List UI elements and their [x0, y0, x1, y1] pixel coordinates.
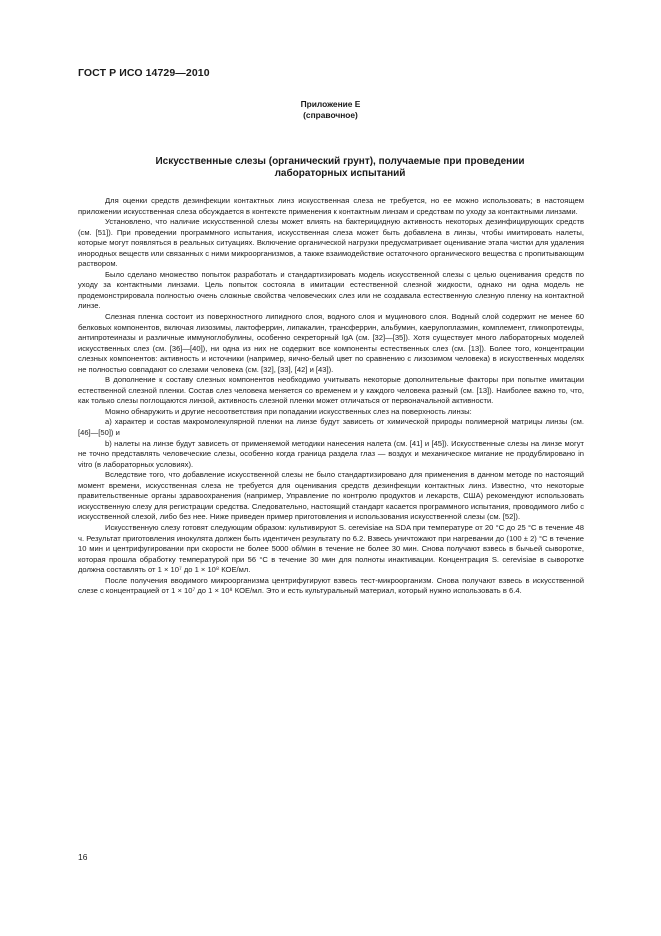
- paragraph-1: Для оценки средств дезинфекции контактных линз искусственная слеза не требуется, но ее можно использовать; в настоящем приложении искусственная слеза обсуждается в контексте применения к контактным линзам и средствам по уходу за контактными линзами.: [78, 196, 584, 216]
- annex-heading: [0, 99, 661, 121]
- paragraph-9: После получения вводимого микроорганизма центрифугируют взвесь тест-микроорганизм. Снова получают взвесь в искусственной слезе с концентрацией от 1 × 10⁷ до 1 × 10⁸ КОЕ/мл. Это и есть культуральный материал, который нужно использовать в 6.4.: [78, 575, 584, 596]
- body-text: [78, 196, 584, 597]
- annex-label: Приложение Е: [300, 99, 361, 109]
- page-number: 16: [78, 852, 88, 862]
- paragraph-8: Искусственную слезу готовят следующим образом: культивируют S. cerevisiae на SDA при температуре от 20 °С до 25 °С в течение 48 ч. Результат приготовления инокулята должен быть идентичен результату по 6.2. Взвесь уничтожают при нагревании до (100 ± 2) °С в течение 10 мин и центрифугировании при скорости не более 5000 об/мин в течение не более 30 мин. Снова получают взвесь в бычьей сыворотке, которая прошла обработку температурой при 56 °С в течение 30 мин для полноты инактивации. Концентрация S. cerevisiae в сыворотке должна составлять от 1 × 10⁷ до 1 × 10⁸ КОЕ/мл.: [78, 522, 584, 575]
- document-header: ГОСТ Р ИСО 14729—2010: [78, 67, 210, 79]
- list-item-b: b) налеты на линзе будут зависеть от применяемой методики нанесения налета (см. [41] и [45]). Искусственные слезы на линзе могут не точно представлять человеческие слезы, особенно когда граница раздела глаз — воздух и механическое мигание не продублировано in vitro (в лабораторных условиях).: [78, 438, 584, 469]
- paragraph-7: Вследствие того, что добавление искусственной слезы не было стандартизировано для применения в данном методе по настоящий момент времени, искусственная слеза не требуется для оценивания средств дезинфекции контактных линз. Известно, что некоторые правительственные органы здравоохранения (например, Управление по контролю продуктов и лекарств, США) рекомендуют использовать искусственную слезу для регистрации средства. Следовательно, настоящий стандарт касается программного испытания, проводимого либо с искусственной слезой, либо без нее. Ниже приведен пример приготовления и использования искусственной слезы (см. [52]).: [78, 470, 584, 522]
- paragraph-4: Слезная пленка состоит из поверхностного липидного слоя, водного слоя и муцинового слоя. Водный слой содержит не менее 60 белковых компонентов, включая лизозимы, лактоферрин, липакалин, трансферрин, альбумин, каерулоплазмин, комплемент, гликопротеиды, антипротеиназы и различные иммуноглобулины, особенно секреторный IgA (см. [32]—[35]). Хотя существует много лабораторных моделей искусственных слез (см. [36]—[40]), ни одна из них не содержит все компоненты естественных слез (см. [13]). Более того, концентрации слезных компонентов: активность и источники (например, яично-белый цвет по сравнению с лизозимом человека) в искусственных моделях не полностью совпадают со слезами человека (см. [32], [33], [42] и [43]).: [78, 312, 584, 374]
- section-title-line-1: Искусственные слезы (органический грунт), получаемые при проведении: [155, 156, 525, 167]
- paragraph-5: В дополнение к составу слезных компонентов необходимо учитывать некоторые дополнительные факторы при попытке имитации естественной слезной пленки. Состав слез человека меняется со временем и у каждого человека разный (см. [13]). Наиболее важно то, что, как только слезы поглощаются линзой, активность слезной пленки может отличаться от первоначальной активности.: [78, 375, 584, 406]
- annex-type: (справочное): [303, 110, 358, 120]
- paragraph-3: Было сделано множество попыток разработать и стандартизировать модель искусственной слезы с целью оценивания средств по уходу за контактными линзами. Цель попыток состояла в имитации естественной слезной жидкости, однако ни одна модель не продемонстрировала полностью очень сложные свойства человеческих слез или не создавала естественную слезную пленку на контактной линзе.: [78, 269, 584, 311]
- paragraph-2: Установлено, что наличие искусственной слезы может влиять на бактерицидную активность некоторых дезинфицирующих средств (см. [51]). При проведении программного испытания, искусственная слеза может быть добавлена в линзы, чтобы имитировать налеты, которые могут появляться в реальных ситуациях. Включение органической нагрузки предусматривает оценивание этапа чистки для удаления инородных веществ или связанных с ними микроорганизмов, а также взаимодействие остаточного органического вещества с пропитывающим раствором.: [78, 217, 584, 269]
- paragraph-6: Можно обнаружить и другие несоответствия при попадании искусственных слез на поверхность линзы:: [105, 406, 472, 416]
- section-title: [130, 156, 550, 180]
- section-title-line-2: лабораторных испытаний: [274, 168, 406, 179]
- list-item-a: a) характер и состав макромолекулярной пленки на линзе будут зависеть от химической природы полимерной матрицы линзы (см. [46]—[50]) и: [78, 417, 584, 438]
